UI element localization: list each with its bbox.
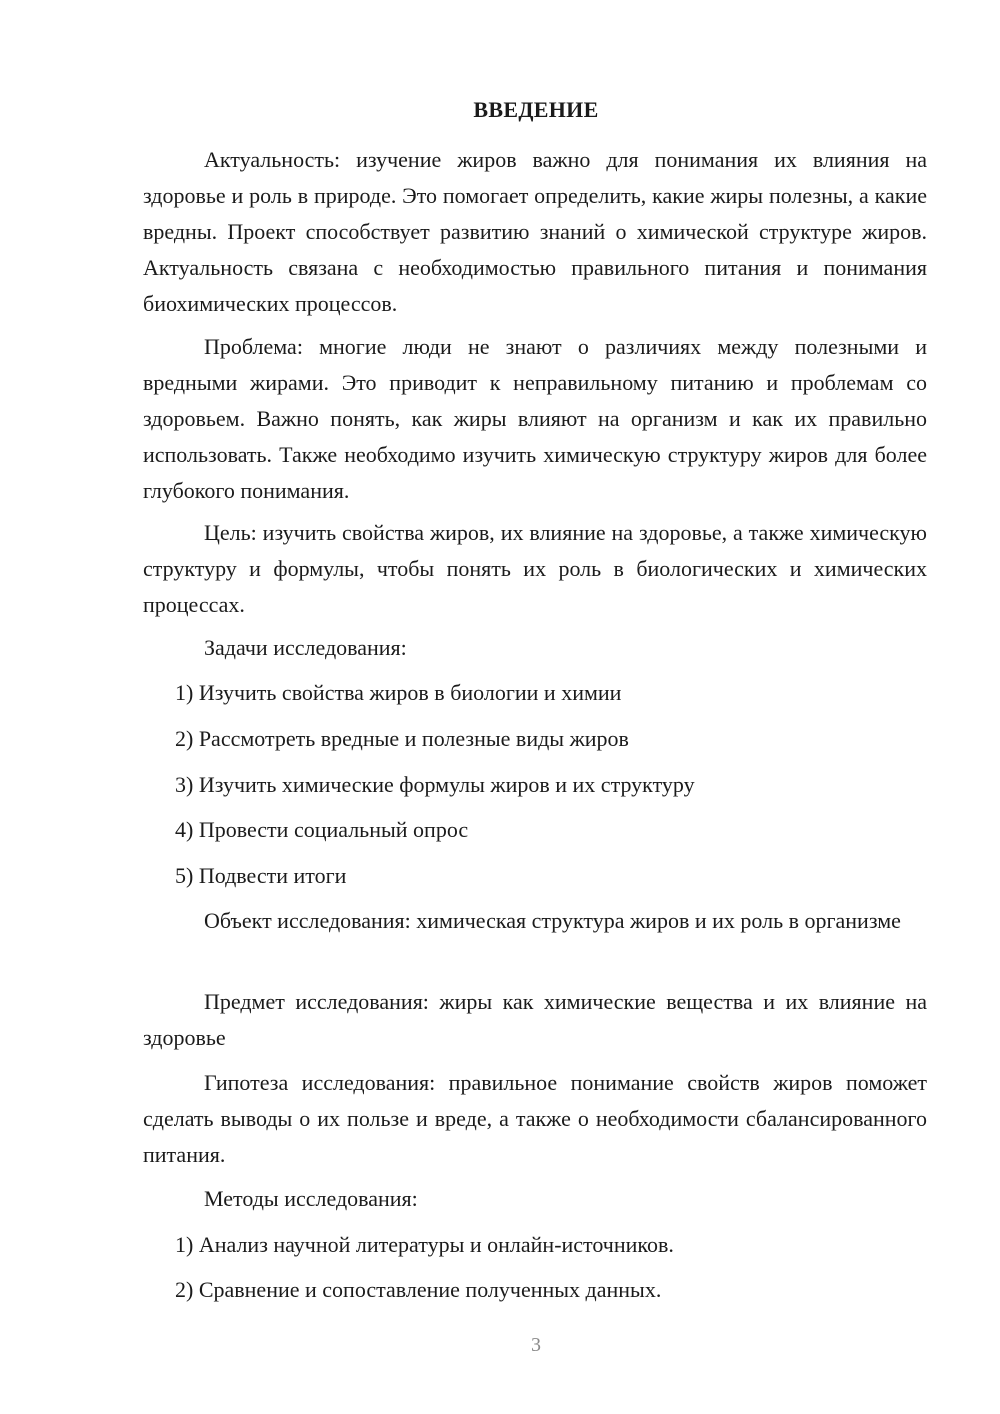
section-heading: ВВЕДЕНИЕ: [473, 97, 599, 122]
problem-paragraph: Проблема: многие люди не знают о различиях между полезными и вредными жирами. Это приводит к неправильному питанию и проблемам со здоровьем. Важно понять, как жиры влияют на организм и как их правильно использовать. Также необходимо изучить химическую структуру жиров для более глубокого понимания.: [143, 334, 927, 503]
method-item-1: 1) Анализ научной литературы и онлайн-источников.: [175, 1232, 674, 1257]
relevance-paragraph: Актуальность: изучение жиров важно для понимания их влияния на здоровье и роль в природе. Это помогает определить, какие жиры полезны, а какие вредны. Проект способствует развитию знаний о химической структуре жиров. Актуальность связана с необходимостью правильного питания и понимания биохимических процессов.: [143, 147, 927, 316]
task-item-4: 4) Провести социальный опрос: [175, 817, 469, 842]
task-item-5: 5) Подвести итоги: [175, 863, 347, 888]
task-item-2: 2) Рассмотреть вредные и полезные виды жиров: [175, 726, 629, 751]
task-item-3: 3) Изучить химические формулы жиров и их структуру: [175, 772, 695, 797]
page-number: 3: [531, 1334, 541, 1356]
goal-paragraph: Цель: изучить свойства жиров, их влияние на здоровье, а также химическую структуру и формулы, чтобы понять их роль в биологических и химических процессах.: [143, 520, 927, 617]
object-paragraph: Объект исследования: химическая структура жиров и их роль в организме: [204, 908, 901, 933]
hypothesis-paragraph: Гипотеза исследования: правильное понимание свойств жиров поможет сделать выводы о их пользе и вреде, а также о необходимости сбалансированного питания.: [143, 1070, 927, 1167]
task-item-1: 1) Изучить свойства жиров в биологии и химии: [175, 680, 622, 705]
subject-paragraph: Предмет исследования: жиры как химические вещества и их влияние на здоровье: [143, 989, 927, 1050]
methods-label: Методы исследования:: [204, 1186, 418, 1211]
method-item-2: 2) Сравнение и сопоставление полученных данных.: [175, 1277, 662, 1302]
tasks-label: Задачи исследования:: [204, 635, 407, 660]
